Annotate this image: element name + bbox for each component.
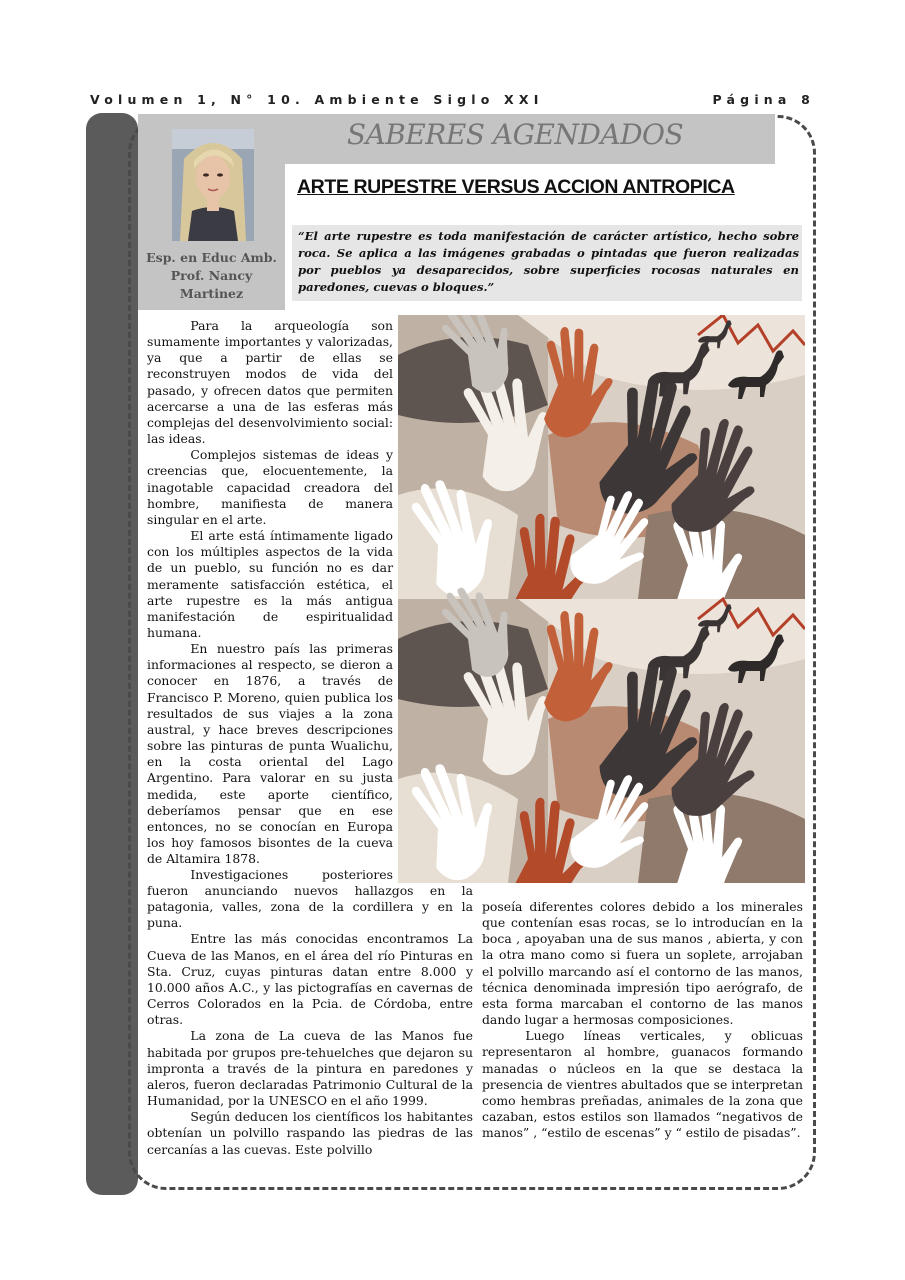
author-name [138,249,285,303]
paragraph: El arte está íntimamente ligado con los múltiples aspectos de la vida de un pueblo, su función no es dar meramente satisfacción estética, el arte rupestre es la más antigua manifestación de espiritualidad humana. [147,528,393,640]
paragraph: En nuestro país las primeras informaciones al respecto, se dieron a conocer en 1876, a través de Francisco P. Moreno, quien publica los resultados de sus viajes a la zona austral, y hace breves descripciones sobre las pinturas de punta Wualichu, en la costa oriental del Lago Argentino. Para valorar en su justa medida, este aporte científico, deberíamos pensar que en ese entonces, no se conocían en Europa los hoy famosos bisontes de la cueva de Altamira 1878. [147,641,393,867]
paragraph-continued: fueron anunciando nuevos hallazgos en la patagonia, valles, zona de la cordillera y en la puna. [147,883,473,931]
article-title: ARTE RUPESTRE VERSUS ACCION ANTROPICA [297,176,735,198]
paragraph: Según deducen los científicos los habitantes obtenían un polvillo raspando las piedras de las cercanías a las cuevas. Este polvillo [147,1109,473,1157]
paragraph: La zona de La cueva de las Manos fue habitada por grupos pre-tehuelches que dejaron su impronta a través de la pintura en paredones y aleros, fueron declaradas Patrimonio Cultural de la Humanidad, por la UNESCO en el año 1999. [147,1028,473,1109]
article-column-2 [147,883,473,1158]
author-photo [172,129,254,241]
paragraph: Entre las más conocidas encontramos La Cueva de las Manos, en el área del río Pinturas en Sta. Cruz, cuyas pinturas datan entre 8.000 y 10.000 años A.C., y las pictografías en cavernas de Cerros Colorados en la Pcia. de Córdoba, entre otras. [147,931,473,1028]
paragraph: Para la arqueología son sumamente importantes y valorizadas, ya que a partir de ellas se reconstruyen modos de vida del pasado, y ofrecen datos que permiten acercarse a una de las esferas más complejas del desenvolvimiento social: las ideas. [147,318,393,447]
header-volume: Volumen 1, N° 10. Ambiente Siglo XXI [90,92,544,107]
paragraph-continued: poseía diferentes colores debido a los minerales que contenían esas rocas, se lo introducían en la boca , apoyaban una de sus manos , abierta, y con la otra mano como si fuera un soplete, arrojaban el polvillo marcando así el contorno de las manos, técnica denominada impresión tipo aerógrafo, de esta forma marcaban el contorno de las manos dando lugar a hermosas composiciones. [482,899,803,1028]
article-column-1 [147,318,393,883]
article-quote: “El arte rupestre es toda manifestación de carácter artístico, hecho sobre roca. Se aplica a las imágenes grabadas o pintadas que fueron realizadas por pueblos ya desaparecidos, sobre superficies rocosas naturales en paredones, cuevas o bloques.” [298,229,799,294]
paragraph: Investigaciones posteriores [190,867,393,883]
paragraph: Luego líneas verticales, y oblicuas representaron al hombre, guanacos formando manadas o núcleos en la que se destaca la presencia de vientres abultados que se interpretan como hembras preñadas, animales de la zona que cazaban, estos estilos son llamados “negativos de manos” , “estilo de escenas” y “ estilo de pisadas”. [482,1028,803,1141]
author-credential: Esp. en Educ Amb. [146,250,277,265]
author-surname: Martinez [179,286,244,301]
cave-art-image [398,315,805,883]
paragraph: Complejos sistemas de ideas y creencias que, elocuentemente, la inagotable capacidad creadora del hombre, manifiesta de manera singular en el arte. [147,447,393,527]
header-page-number: Página 8 [712,92,815,107]
author-title: Prof. Nancy [170,268,253,283]
article-column-3 [482,899,803,1141]
section-title: SABERES AGENDADOS [346,118,684,151]
